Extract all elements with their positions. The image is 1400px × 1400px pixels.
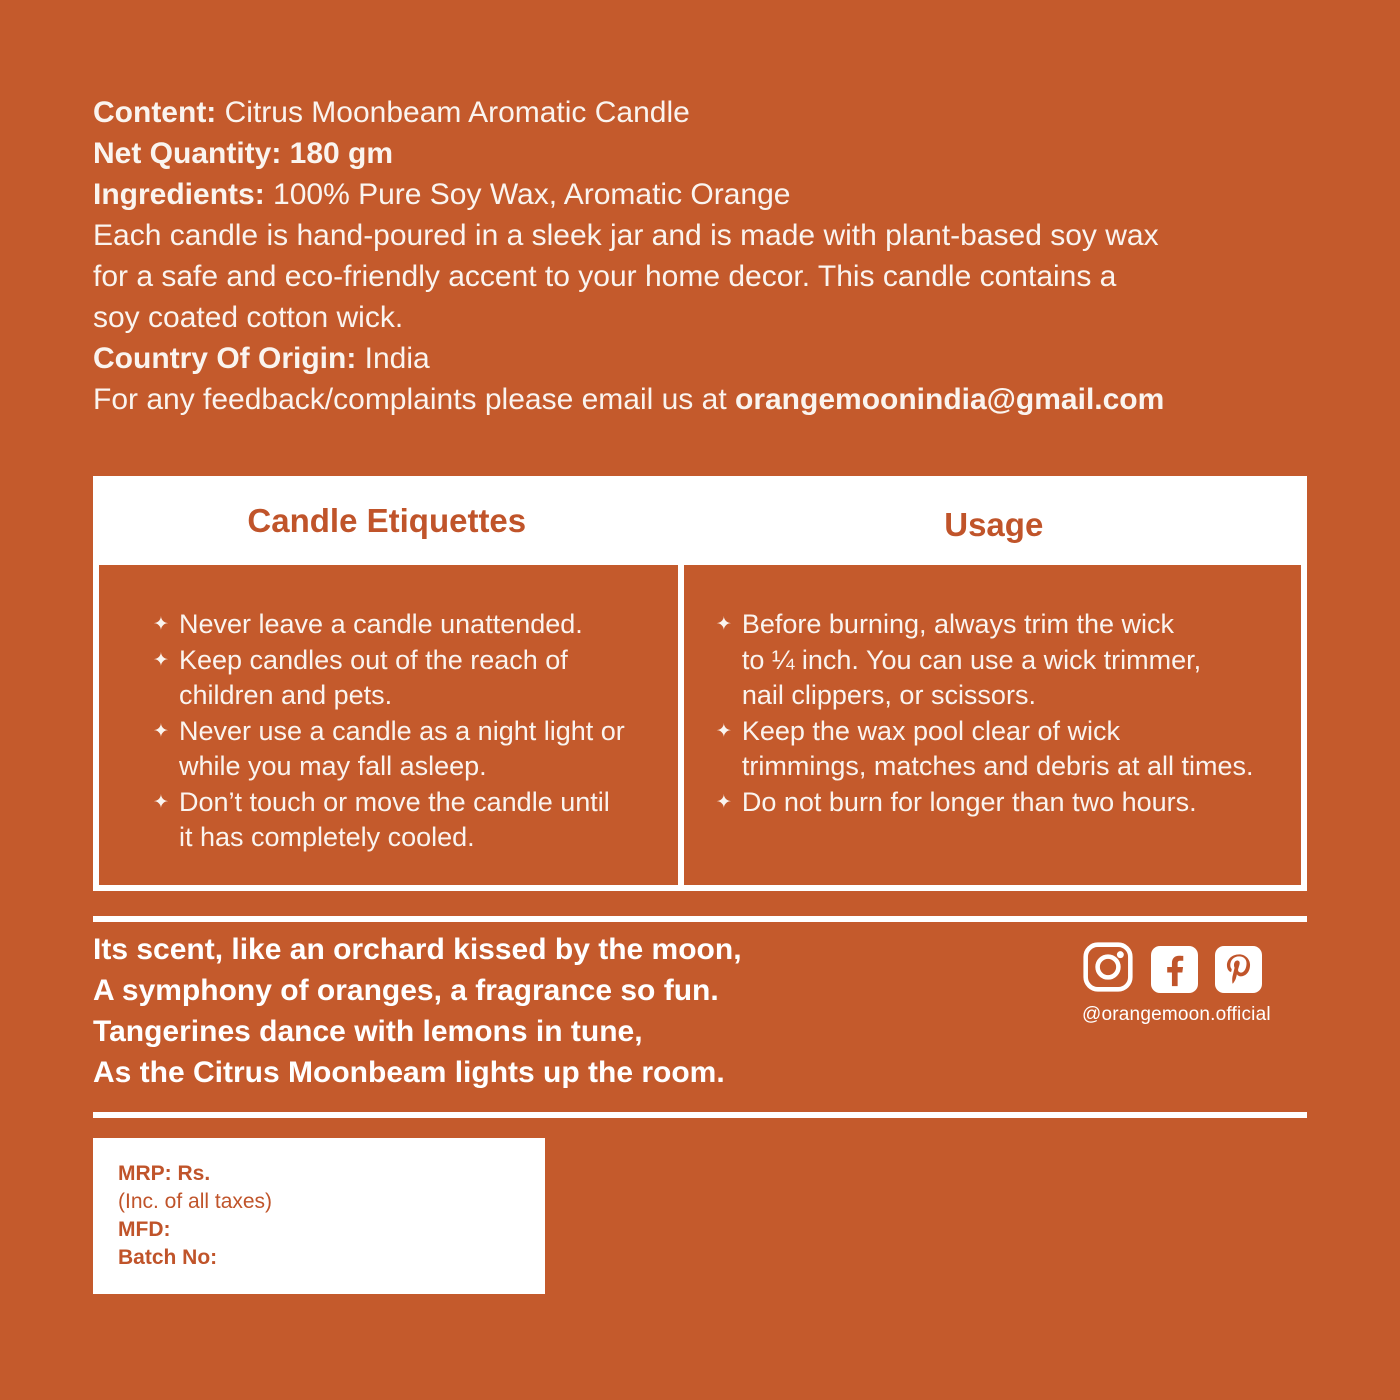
- usage-list: [684, 565, 1301, 885]
- info-line: [93, 297, 1164, 338]
- text-segment: Ingredients:: [93, 178, 265, 211]
- text-segment: Country Of Origin:: [93, 342, 357, 375]
- care-table: [93, 476, 1307, 891]
- email-link[interactable]: orangemoonindia@gmail.com: [735, 383, 1165, 416]
- text-segment: for a safe and eco-friendly accent to your home decor. This candle contains a: [93, 260, 1117, 293]
- text-segment: soy coated cotton wick.: [93, 301, 404, 334]
- sparkle-bullet-icon: ✦: [153, 648, 169, 671]
- column-header-usage: Usage: [944, 506, 1044, 543]
- text-segment: Each candle is hand-poured in a sleek jar and is made with plant-based soy wax: [93, 219, 1159, 252]
- info-line: [93, 379, 1164, 420]
- list-item-line: trimmings, matches and debris at all times.: [741, 751, 1254, 781]
- facebook-icon[interactable]: [1151, 946, 1198, 993]
- list-item-line: children and pets.: [179, 680, 393, 710]
- sparkle-bullet-icon: ✦: [715, 613, 732, 635]
- list-item-line: Keep the wax pool clear of wick: [741, 715, 1121, 746]
- divider-rule-top: [93, 916, 1307, 922]
- pinterest-icon[interactable]: [1215, 946, 1262, 993]
- price-line: MRP: Rs.: [118, 1162, 211, 1185]
- price-line: MFD:: [118, 1218, 171, 1241]
- social-icons-row: [1082, 941, 1271, 993]
- info-line: [93, 256, 1164, 297]
- instagram-icon[interactable]: [1082, 941, 1134, 993]
- sparkle-bullet-icon: ✦: [715, 790, 732, 813]
- list-item-line: Before burning, always trim the wick: [741, 609, 1175, 639]
- list-item: [153, 607, 672, 643]
- list-item: [716, 607, 1295, 714]
- sparkle-bullet-icon: ✦: [715, 719, 732, 742]
- price-box: [93, 1138, 545, 1294]
- info-line: [93, 92, 1164, 133]
- list-item-line: while you may fall asleep.: [179, 751, 487, 781]
- divider-rule-bottom: [93, 1112, 1307, 1118]
- list-item-text: [179, 607, 583, 643]
- care-table-header: [93, 476, 1307, 565]
- poem-line: Its scent, like an orchard kissed by the moon,: [93, 933, 742, 966]
- sparkle-bullet-icon: ✦: [153, 719, 169, 742]
- scent-poem: [93, 929, 742, 1093]
- list-item: [153, 714, 672, 785]
- column-header-candle-etiquettes: Candle Etiquettes: [247, 501, 527, 539]
- list-item: [153, 643, 672, 714]
- list-item-line: to ¼ inch. You can use a wick trimmer,: [741, 644, 1202, 675]
- list-item-line: Never use a candle as a night light or: [179, 715, 625, 746]
- social-handle: @orangemoon.official: [1082, 1004, 1271, 1025]
- care-table-body: [99, 565, 1301, 885]
- info-line: [93, 133, 1164, 174]
- list-item-text: [179, 785, 610, 856]
- list-item-line: nail clippers, or scissors.: [741, 680, 1036, 710]
- list-item-text: [742, 607, 1201, 714]
- poem-line: Tangerines dance with lemons in tune,: [93, 1015, 643, 1048]
- text-segment: Citrus Moonbeam Aromatic Candle: [216, 96, 690, 129]
- product-info-block: [93, 92, 1164, 420]
- list-item-line: Don’t touch or move the candle until: [179, 786, 610, 817]
- list-item-line: it has completely cooled.: [179, 822, 475, 852]
- list-item-text: [742, 714, 1254, 785]
- text-segment: For any feedback/complaints please email us at: [93, 383, 735, 416]
- list-item-line: Keep candles out of the reach of: [179, 644, 568, 675]
- text-segment: India: [356, 342, 430, 375]
- sparkle-bullet-icon: ✦: [153, 613, 169, 635]
- social-block: [1082, 941, 1271, 1026]
- list-item-line: Do not burn for longer than two hours.: [741, 786, 1197, 817]
- poem-line: As the Citrus Moonbeam lights up the room.: [93, 1056, 725, 1089]
- poem-line: A symphony of oranges, a fragrance so fun.: [93, 974, 719, 1007]
- price-line: Batch No:: [118, 1246, 218, 1269]
- text-segment: 100% Pure Soy Wax, Aromatic Orange: [264, 178, 791, 211]
- list-item: [153, 785, 672, 856]
- list-item-text: [742, 785, 1197, 821]
- info-line: [93, 338, 1164, 379]
- info-line: [93, 215, 1164, 256]
- list-item: [716, 714, 1295, 785]
- candle-etiquettes-list: [99, 565, 678, 885]
- price-line: (Inc. of all taxes): [118, 1190, 273, 1213]
- info-line: [93, 174, 1164, 215]
- text-segment: Content:: [93, 96, 217, 129]
- list-item-text: [179, 643, 568, 714]
- list-item-line: Never leave a candle unattended.: [179, 609, 583, 639]
- sparkle-bullet-icon: ✦: [153, 790, 169, 813]
- list-item: [716, 785, 1295, 821]
- text-segment: Net Quantity: 180 gm: [93, 137, 394, 170]
- list-item-text: [179, 714, 625, 785]
